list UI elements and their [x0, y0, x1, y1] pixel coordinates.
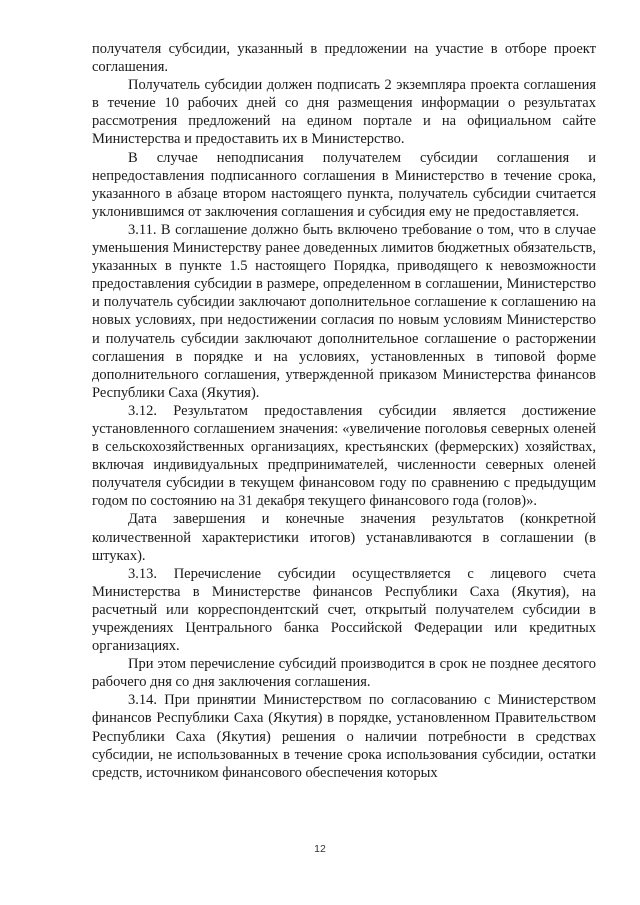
paragraph-3-11: 3.11. В соглашение должно быть включено требование о том, что в случае уменьшения Министерству ранее доведенных лимитов бюджетных обязательств, указанных в пункте 1.5 настоящего Порядка, приводящего к невозможности предоставления субсидии в размере, определенном в соглашении, Министерство и получатель субсидии заключают дополнительное соглашение к соглашению на новых условиях, при недостижении согласия по новым условиям Министерство и получатель субсидии заключают дополнительное соглашение о расторжении соглашения в порядке и на условиях, установленных в типовой форме дополнительного соглашения, утвержденной приказом Министерства финансов Республики Саха (Якутия).	[92, 221, 596, 401]
paragraph-transfer-term: При этом перечисление субсидий производится в срок не позднее десятого рабочего дня со дня заключения соглашения.	[92, 656, 596, 691]
document-body	[92, 40, 596, 782]
paragraph-refusal: В случае неподписания получателем субсидии соглашения и непредоставления подписанного соглашения в Министерство в течение срока, указанного в абзаце втором настоящего пункта, получатель субсидии считается уклонившимся от заключения соглашения и субсидия ему не предоставляется.	[92, 149, 596, 220]
paragraph-result-dates: Дата завершения и конечные значения результатов (конкретной количественной характеристики итогов) устанавливаются в соглашении (в штуках).	[92, 511, 596, 564]
paragraph-3-13: 3.13. Перечисление субсидии осуществляется с лицевого счета Министерства в Министерстве финансов Республики Саха (Якутия), на расчетный или корреспондентский счет, открытый получателем субсидии в учреждениях Центрального банка Российской Федерации или кредитных организациях.	[92, 565, 596, 655]
paragraph-3-12: 3.12. Результатом предоставления субсидии является достижение установленного соглашением значения: «увеличение поголовья северных оленей в сельскохозяйственных организациях, крестьянских (фермерских) хозяйствах, включая индивидуальных предпринимателей, численности северных оленей получателя субсидии в текущем финансовом году по сравнению с предыдущим годом по состоянию на 31 декабря текущего финансового года (голов)».	[92, 402, 596, 510]
page-number: 12	[314, 843, 326, 855]
paragraph-continuation: получателя субсидии, указанный в предложении на участие в отборе проект соглашения.	[92, 41, 596, 76]
paragraph-signing-term: Получатель субсидии должен подписать 2 экземпляра проекта соглашения в течение 10 рабочих дней со дня размещения информации о результатах рассмотрения предложений на едином портале и на официальном сайте Министерства и предоставить их в Министерство.	[92, 77, 596, 148]
paragraph-3-14: 3.14. При принятии Министерством по согласованию с Министерством финансов Республики Саха (Якутия) в порядке, установленном Правительством Республики Саха (Якутия) решения о наличии потребности в средствах субсидии, не использованных в течение срока использования субсидии, остатки средств, источником финансового обеспечения которых	[92, 692, 596, 781]
